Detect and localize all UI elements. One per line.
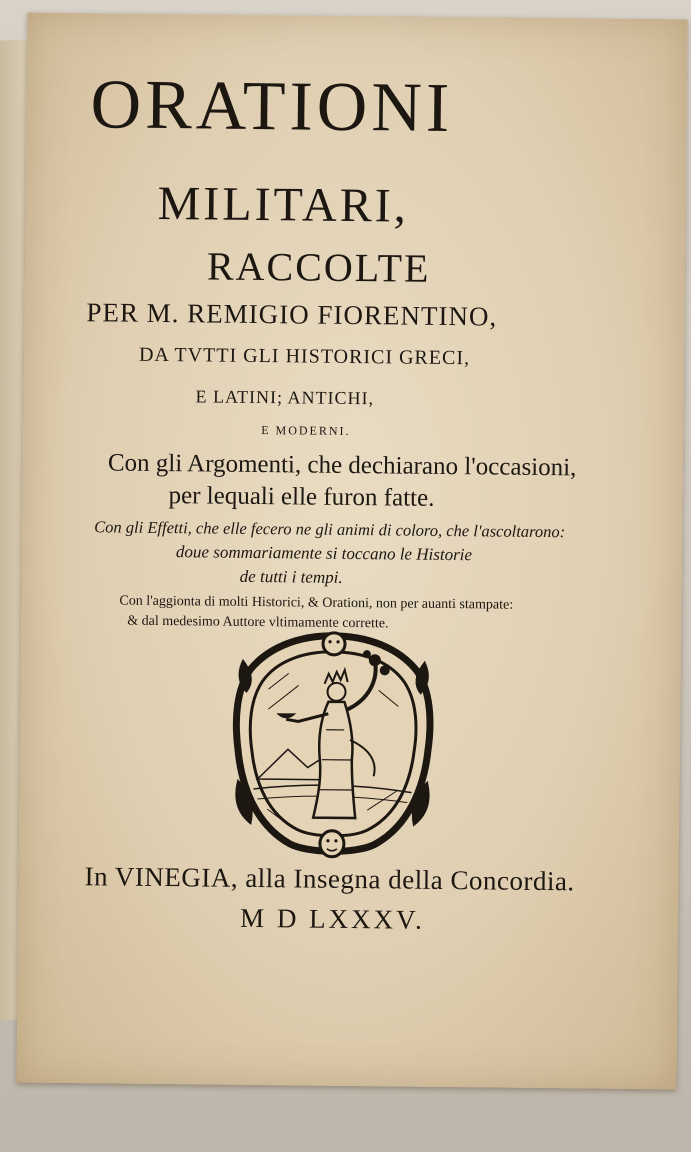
- subtitle-line-3: E MODERNI.: [261, 423, 351, 438]
- title-line-3: RACCOLTE: [206, 243, 431, 291]
- printer-device-emblem: [227, 629, 439, 861]
- title-page: [16, 13, 687, 1090]
- description-line-4: doue sommariamente si toccano le Historie: [175, 542, 473, 565]
- description-line-6: Con l'aggionta di molti Historici, & Orationi, non per auanti stampate:: [119, 593, 514, 613]
- title-line-2: MILITARI,: [157, 176, 410, 233]
- imprint-line-1: In VINEGIA, alla Insegna della Concordia.: [84, 861, 575, 897]
- subtitle-line-1: DA TVTTI GLI HISTORICI GRECI,: [138, 343, 471, 370]
- description-line-7: & dal medesimo Auttore vltimamente corrette.: [127, 613, 389, 632]
- description-line-2: per lequali elle furon fatte.: [168, 482, 435, 512]
- subtitle-line-2: E LATINI; ANTICHI,: [195, 386, 375, 409]
- title-line-1: ORATIONI: [90, 66, 454, 148]
- description-line-5: de tutti i tempi.: [239, 566, 343, 587]
- imprint-date: M D LXXXV.: [239, 902, 426, 935]
- description-line-1: Con gli Argomenti, che dechiarano l'occasioni,: [107, 449, 577, 482]
- description-line-3: Con gli Effetti, che elle fecero ne gli animi di coloro, che l'ascoltarono:: [94, 517, 566, 542]
- author-line: PER M. REMIGIO FIORENTINO,: [86, 297, 498, 332]
